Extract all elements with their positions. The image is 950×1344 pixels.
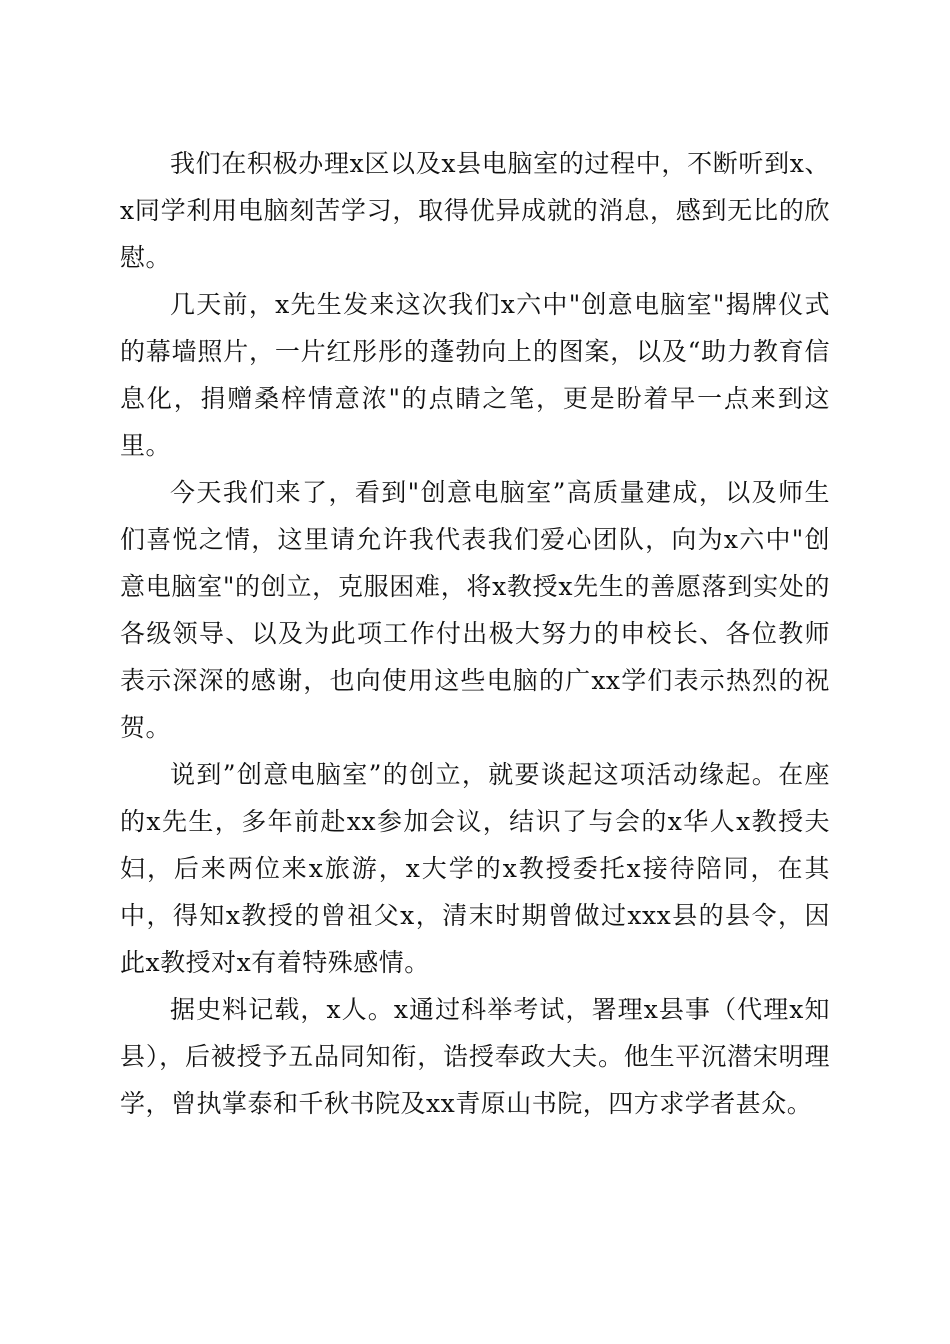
paragraph-3: 今天我们来了，看到"创意电脑室”高质量建成，以及师生们喜悦之情，这里请允许我代表我们爱心团队，向为x六中"创意电脑室"的创立，克服困难，将x教授x先生的善愿落到实处的各级领导、以及为此项工作付出极大努力的申校长、各位教师表示深深的感谢，也向使用这些电脑的广xx学们表示热烈的祝贺。	[120, 478, 830, 742]
paragraph-5: 据史料记载，x人。x通过科举考试，署理x县事（代理x知县），后被授予五品同知衔，诰授奉政大夫。他生平沉潜宋明理学，曾执掌泰和千秋书院及xx青原山书院，四方求学者甚众。	[120, 995, 830, 1118]
paragraph-1: 我们在积极办理x区以及x县电脑室的过程中，不断听到x、x同学利用电脑刻苦学习，取得优异成就的消息，感到无比的欣慰。	[120, 149, 830, 272]
paragraph-4: 说到”创意电脑室”的创立，就要谈起这项活动缘起。在座的x先生，多年前赴xx参加会议，结识了与会的x华人x教授夫妇，后来两位来x旅游，x大学的x教授委托x接待陪同，在其中，得知x教授的曾祖父x，清末时期曾做过xxx县的县令，因此x教授对x有着特殊感情。	[120, 760, 830, 977]
paragraph-2: 几天前，x先生发来这次我们x六中"创意电脑室"揭牌仪式的幕墙照片，一片红彤彤的蓬勃向上的图案，以及“助力教育信息化，捐赠桑梓情意浓"的点睛之笔，更是盼着早一点来到这里。	[120, 290, 830, 460]
document-body	[120, 140, 830, 1127]
